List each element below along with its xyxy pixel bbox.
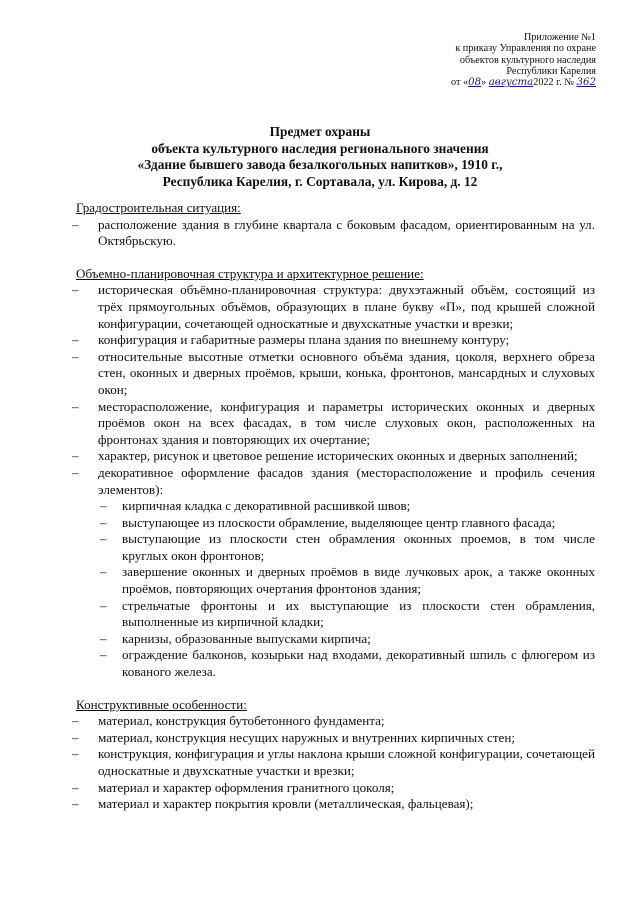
handwritten-number: 362	[576, 77, 596, 89]
list-item: – месторасположение, конфигурация и параметры исторических оконных и дверных проёмов окон на всех фасадах, в том числе слуховых окон, расположенных на фронтонах здания и повторяющих их очертание;	[76, 399, 595, 449]
sublist-item: – карнизы, образованные выпусками кирпича;	[98, 631, 595, 648]
title-line-4: Республика Карелия, г. Сортавала, ул. Кирова, д. 12	[162, 173, 478, 189]
handwritten-month: августа	[488, 77, 534, 89]
sublist-item: – выступающее из плоскости обрамление, выделяющее центр главного фасада;	[98, 515, 595, 532]
list-item: – характер, рисунок и цветовое решение исторических оконных и дверных заполнений;	[76, 448, 595, 465]
urban-list	[76, 217, 595, 250]
section-heading-urban: Градостроительная ситуация:	[76, 200, 241, 215]
appendix-line-1: Приложение №1	[523, 32, 596, 43]
sublist-item: – ограждение балконов, козырьки над входами, декоративный шпиль с флюгером из кованого железа.	[98, 647, 595, 680]
appendix-line-4: Республики Карелия	[506, 65, 596, 77]
appendix-line-3: объектов культурного наследия	[459, 54, 596, 66]
list-item: – конструкция, конфигурация и углы наклона крыши сложной конфигурации, сочетающей односкатные и двухскатные участки и врезки;	[76, 746, 595, 779]
appendix-date-line	[451, 77, 596, 88]
planning-list	[76, 282, 595, 498]
title-line-2: объекта культурного наследия регионального значения	[151, 140, 489, 156]
sublist-item: – кирпичная кладка с декоративной расшивкой швов;	[98, 498, 595, 515]
document-body	[76, 200, 595, 813]
section-heading-planning: Объемно-планировочная структура и архитектурное решение:	[76, 265, 424, 281]
list-item: – материал и характер оформления гранитного цоколя;	[76, 780, 595, 797]
handwritten-day: 08	[468, 77, 482, 89]
construction-list	[76, 713, 595, 813]
document-title	[0, 124, 640, 190]
title-line-1: Предмет охраны	[269, 124, 371, 139]
title-line-3: «Здание бывшего завода безалкогольных напитков», 1910 г.,	[137, 157, 503, 173]
sublist-item: – завершение оконных и дверных проёмов в виде лучковых арок, а также оконных проёмов, повторяющих очертания фронтонов здания;	[98, 564, 595, 597]
section-heading-construction: Конструктивные особенности:	[76, 696, 247, 712]
decor-sublist	[76, 498, 595, 681]
sublist-item: – выступающие из плоскости стен обрамления оконных проемов, в том числе круглых окон фронтонов;	[98, 531, 595, 564]
list-item: – материал и характер покрытия кровли (металлическая, фальцевая);	[76, 796, 595, 813]
appendix-block	[451, 32, 596, 88]
list-item: – конфигурация и габаритные размеры плана здания по внешнему контуру;	[76, 332, 595, 349]
list-item: – материал, конструкция бутобетонного фундамента;	[76, 713, 595, 730]
date-prefix: от «	[451, 77, 469, 89]
sublist-item: – стрельчатые фронтоны и их выступающие из плоскости стен обрамления, выполненные из кирпичной кладки;	[98, 598, 595, 631]
list-item: – декоративное оформление фасадов здания (месторасположение и профиль сечения элементов):	[76, 465, 595, 498]
list-item: – материал, конструкция несущих наружных и внутренних кирпичных стен;	[76, 730, 595, 747]
list-item: – относительные высотные отметки основного объёма здания, цоколя, верхнего обреза стен, оконных и дверных проёмов, крыши, конька, фронтонов, мансардных и слуховых окон;	[76, 349, 595, 399]
date-mid: »	[481, 77, 489, 89]
list-item: – историческая объёмно-планировочная структура: двухэтажный объём, состоящий из трёх прямоугольных объёмов, образующих в плане букву «П», под крышей сложной конфигурации, сочетающей односкатные и двухскатные участки и врезки;	[76, 282, 595, 332]
date-year: 2022 г. №	[533, 77, 577, 89]
appendix-line-2: к приказу Управления по охране	[455, 43, 596, 55]
list-item: – расположение здания в глубине квартала с боковым фасадом, ориентированным на ул. Октябрьскую.	[76, 217, 595, 250]
